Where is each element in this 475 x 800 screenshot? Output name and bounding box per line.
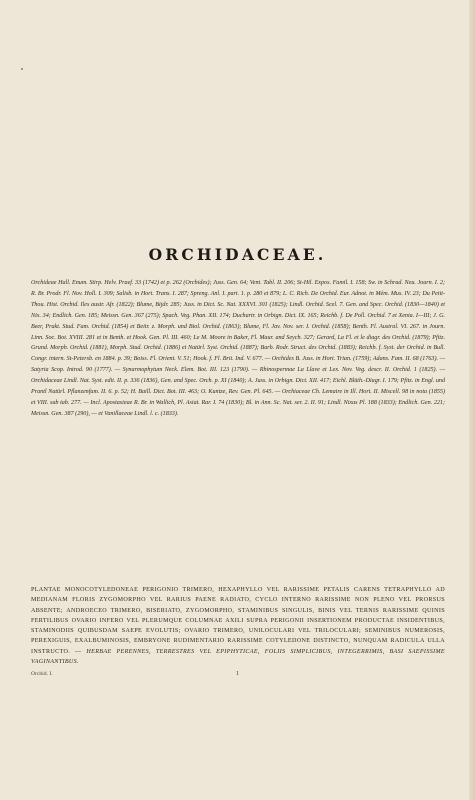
page-number: 1 xyxy=(236,671,239,677)
signature-mark: Orchid. I. xyxy=(31,671,53,677)
synonymy-paragraph: Orchideae Hall. Enum. Stirp. Helv. Praef. 33 (1742) et p. 262 (Orchides); Juss. Gen. 64; Vent. Tabl. II. 206; St-Hil. Expos. Famil. I. 158; Sw. in Schrad. Neu. Journ. I. 2; R. Br. Prodr. Fl. Nov. Holl. I. 309; Salisb. in Hort. Trans. I. 287; Spreng. Anl. I. part. 1. p. 280 et 879; L. C. Rich. De Orchid. Eur. Adnot. in Mém. Mus. IV. 23; Du Petit-Thou. Hist. Orchid. Iles austr. Afr. (1822); Blume, Bijdr. 285; Juss. in Dict. Sc. Nat. XXXVI. 301 (1825); Lindl. Orchid. Scel. 7. Gen. and Spec. Orchid. (1830—1840) et Nix. 34; Endlich. Gen. 185; Meissn. Gen. 367 (275); Spach. Veg. Phan. XII. 174; Duchartr. in Orbign. Dict. IX. 165; Reichb. f. De Poll. Orchid. 7 et Xenia. I—III; J. G. Beer, Prakt. Stud. Fam. Orchid. (1854) et Beitr. z. Morph. und Biol. Orchid. (1863); Blume, Fl. Jav. Nov. ser. I. Orchid. (1858); Benth. Fl. Austral. VI. 267. in Journ. Linn. Soc. Bot. XVIII. 281 et in Benth. et Hook. Gen. Pl. III. 460; Le M. Moore in Baker, Fl. Maur. and Seych. 327; Gerard, La Fl. et le diagr. des Orchid. (1879); Pfitz. Grund. Morph. Orchid. (1881), Morph. Stud. Orchid. (1886) et Natürl. Syst. Orchid. (1887); Barb. Rodr. Struct. des Orchid. (1883); Reichb. f. Syst. der Orchid. in Bull. Congr. intern. St-Petersb. en 1884. p. 39; Boiss. Fl. Orient. V. 51; Hook. f. Fl. Brit. Ind. V. 677. — Orchides B. Juss. in Hort. Trian. (1759); Adans. Fam. II. 68 (1763). — Satyria Scop. Introd. 90 (1777). — Synarmophytum Neck. Elem. Bot. III. 123 (1790). — Rhinospermae La Llave et Lex. Nov. Veg. descr. II. Orchid. 1 (1825). — Orchidaceae Lindl. Nat. Syst. edit. II. p. 336 (1836), Gen. and Spec. Orch. p. XI (1840); A. Juss. in Orbign. Dict. XII. 417; Eichl. Blüth.-Diagr. I. 179; Pfitz. in Engl. und Prantl Natürl. Pflanzenfam. II. 6. p. 52; H. Baill. Dict. Bot. III. 463; O. Kuntze, Rev. Gen. Pl. 645. — Orchiaceae Ch. Lemaire in Ill. Hort. II. Miscell. 98 in nota (1855) et VIII. sub tab. 277. — Incl. Apostasieae R. Br. in Wallich, Pl. Asiat. Rar. I. 74 (1830); Bl. in Ann. Sc. Nat. ser. 2. II. 91; Lindl. Nixus Pl. 188 (1833); Endlich. Gen. 221; Meissn. Gen. 387 (290), — et Vanillaceae Lindl. l. c. (1833). xyxy=(31,280,445,417)
page-binding-edge xyxy=(469,0,475,800)
diagnosis-paragraph xyxy=(31,585,445,667)
habit-text: HERBAE PERENNES, TERRESTRES VEL EPIPHYTICAE, FOLIIS SIMPLICIBUS, INTEGERRIMIS, BASI SAEPISSIME VAGINANTIBUS. xyxy=(31,648,445,666)
diagnosis-text: PLANTAE MONOCOTYLEDONEAE PERIGONIO TRIMERO, HEXAPHYLLO VEL RARISSIME PETALIS CARENS TETRAPHYLLO AD MEDIANAM FLORIS ZYGOMORPHO VEL RARIUS PAENE RADIATO, CYCLO INTERNO RARISSIME NON PLENO VEL PRORSUS ABSENTE; ANDROECEO TRIMERO, BISERIATO, ZYGOMORPHO, STAMINIBUS SINGULIS, BINIS VEL TERNIS RARISSIME QUINIS FERTILIBUS OVARIO INFERO VEL PLERUMQUE COLUMNAE AXILI SUPRA PERIGONII INSERTIONEM PRODUCTAE INSIDENTIBUS, STAMINODIIS QUIBUSDAM SAEPE EVOLUTIS; OVARIO TRIMERO, UNILOCULARI VEL TRILOCULARI; SEMINIBUS NUMEROSIS, PEREXIGUIS, EXALBUMINOSIS, EMBRYONE RUDIMENTARIO RARISSIME COTYLEDONE DISTINCTO, NUNQUAM RADICULA ULLA INSTRUCTO. — xyxy=(31,587,445,655)
paper-speck xyxy=(21,68,23,70)
page-title: ORCHIDACEAE. xyxy=(148,245,327,264)
